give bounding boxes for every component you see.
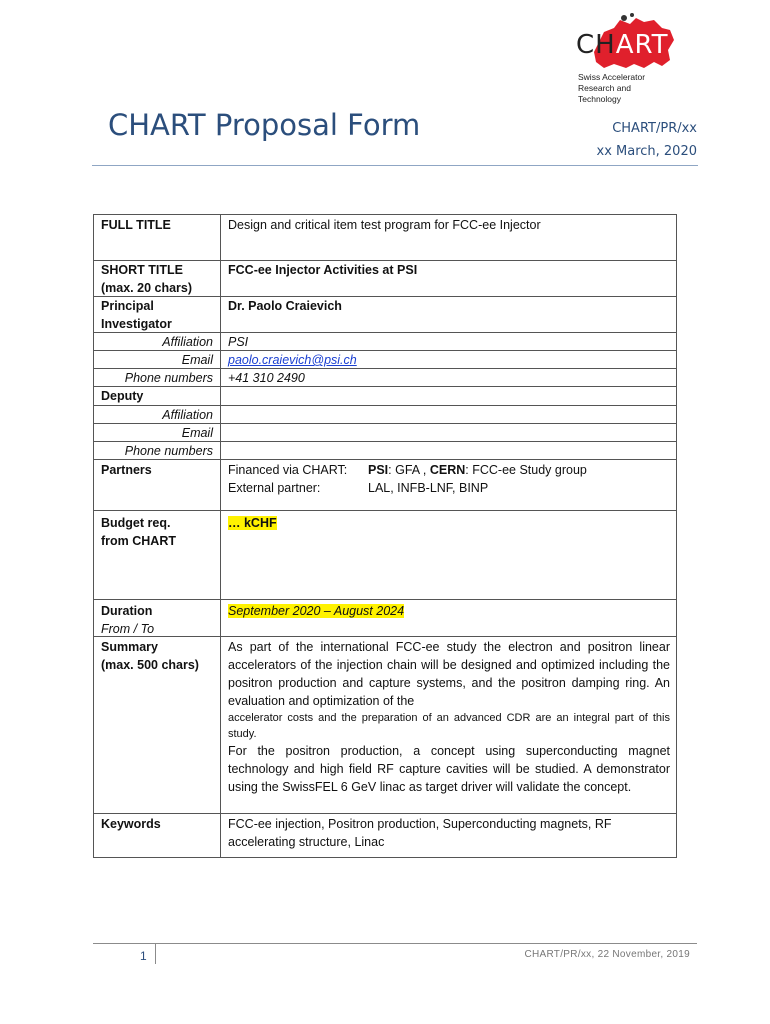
phone-label: Phone numbers <box>124 371 213 385</box>
row-divider <box>93 813 677 814</box>
budget-value: … kCHF <box>228 516 277 530</box>
email-link[interactable]: paolo.craievich@psi.ch <box>228 353 357 367</box>
short-title-label: SHORT TITLE (max. 20 chars) <box>101 263 193 295</box>
partners-external-label: External partner: <box>228 481 321 495</box>
duration-sub-label: From / To <box>101 622 155 636</box>
footer-divider <box>93 943 697 944</box>
affiliation-label: Affiliation <box>162 335 213 349</box>
page-number: 1 <box>140 949 147 963</box>
partners-financed-value: PSI: GFA , CERN: FCC-ee Study group <box>368 463 587 477</box>
logo-subtitle: Swiss Accelerator Research and Technology <box>578 72 646 104</box>
page-title: CHART Proposal Form <box>108 108 421 142</box>
pi-label: Principal Investigator <box>101 299 172 331</box>
full-title-value: Design and critical item test program for FCC-ee Injector <box>228 218 541 232</box>
keywords-value: FCC-ee injection, Positron production, Superconducting magnets, RF accelerating structure, Linac <box>228 817 612 849</box>
deputy-phone-label: Phone numbers <box>124 444 213 458</box>
phone-value: +41 310 2490 <box>228 371 305 385</box>
email-label: Email <box>181 353 213 367</box>
affiliation-value: PSI <box>228 335 249 349</box>
table-column-divider <box>220 214 221 858</box>
duration-value: September 2020 – August 2024 <box>228 604 405 618</box>
partners-label: Partners <box>101 463 152 477</box>
footer-text: CHART/PR/xx, 22 November, 2019 <box>524 949 690 960</box>
short-title-value: FCC-ee Injector Activities at PSI <box>228 263 418 277</box>
row-divider <box>93 636 677 637</box>
keywords-label: Keywords <box>101 817 161 831</box>
deputy-label: Deputy <box>101 389 144 403</box>
duration-label: Duration <box>101 604 153 618</box>
pi-value: Dr. Paolo Craievich <box>228 299 342 313</box>
logo-wordmark: CHART <box>576 30 669 60</box>
deputy-affiliation-label: Affiliation <box>162 408 213 422</box>
summary-text: As part of the international FCC-ee study the electron and positron linear accelerators of the injection chain will be designed and optimized including the positron production and capture systems, and the positron damping ring. An evaluation and optimization of the accelerator costs and the preparation of an advanced CDR are an integral part of this study. For the positron production, a concept using superconducting magnet technology and high field RF capture cavities will be studied. A demonstrator using the SwissFEL 6 GeV linac as target driver will validate the concept. <box>228 640 670 794</box>
document-ref: CHART/PR/xx <box>612 121 697 136</box>
full-title-label: FULL TITLE <box>101 218 171 232</box>
row-divider <box>93 510 677 511</box>
header-divider <box>92 165 698 166</box>
budget-label: Budget req. from CHART <box>101 516 176 548</box>
document-date: xx March, 2020 <box>596 144 697 159</box>
footer-tick <box>155 944 156 964</box>
summary-label: Summary (max. 500 chars) <box>101 640 199 672</box>
partners-external-value: LAL, INFB-LNF, BINP <box>368 481 489 495</box>
deputy-email-label: Email <box>181 426 213 440</box>
partners-financed: Financed via CHART: <box>228 463 348 477</box>
row-divider <box>93 599 677 600</box>
